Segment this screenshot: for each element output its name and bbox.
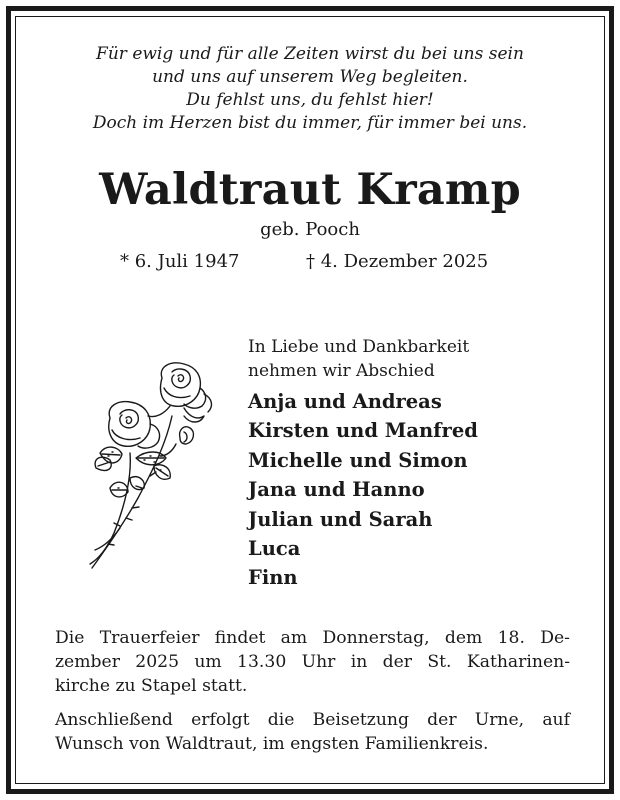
funeral-notice-line: Die Trauerfeier findet am Donnerstag, dem 18. De- xyxy=(55,628,570,648)
birth-name: geb. Pooch xyxy=(260,219,360,240)
poem-line: Für ewig und für alle Zeiten wirst du bei uns sein xyxy=(96,44,524,64)
funeral-notice-line: zember 2025 um 13.30 Uhr in der St. Katharinen- xyxy=(55,652,570,672)
mourner-name: Michelle und Simon xyxy=(248,448,468,472)
mourner-name: Finn xyxy=(248,566,298,590)
mourner-name: Anja und Andreas xyxy=(248,390,442,413)
birth-date: * 6. Juli 1947 xyxy=(120,251,240,272)
poem-line: und uns auf unserem Weg begleiten. xyxy=(152,67,468,87)
funeral-notice xyxy=(55,626,570,698)
mourners-list xyxy=(248,387,478,593)
burial-notice xyxy=(55,708,570,756)
mourner-name: Luca xyxy=(248,537,301,561)
poem xyxy=(20,43,600,135)
poem-line: Doch im Herzen bist du immer, für immer bei uns. xyxy=(92,113,528,133)
burial-notice-line: Wunsch von Waldtraut, im engsten Familienkreis. xyxy=(55,734,489,754)
poem-line: Du fehlst uns, du fehlst hier! xyxy=(186,90,434,110)
deceased-name: Waldtraut Kramp xyxy=(99,165,521,215)
farewell-text xyxy=(248,335,469,383)
mourner-name: Julian und Sarah xyxy=(248,507,433,531)
burial-notice-line: Anschließend erfolgt die Beisetzung der Urne, auf xyxy=(55,710,570,730)
farewell-line: nehmen wir Abschied xyxy=(248,361,435,381)
farewell-line: In Liebe und Dankbarkeit xyxy=(248,337,470,357)
rose-illustration-icon xyxy=(80,358,215,573)
mourner-name: Jana und Hanno xyxy=(248,478,425,502)
mourner-name: Kirsten und Manfred xyxy=(248,419,478,443)
funeral-notice-line: kirche zu Stapel statt. xyxy=(55,676,248,696)
death-date: † 4. Dezember 2025 xyxy=(306,251,489,272)
